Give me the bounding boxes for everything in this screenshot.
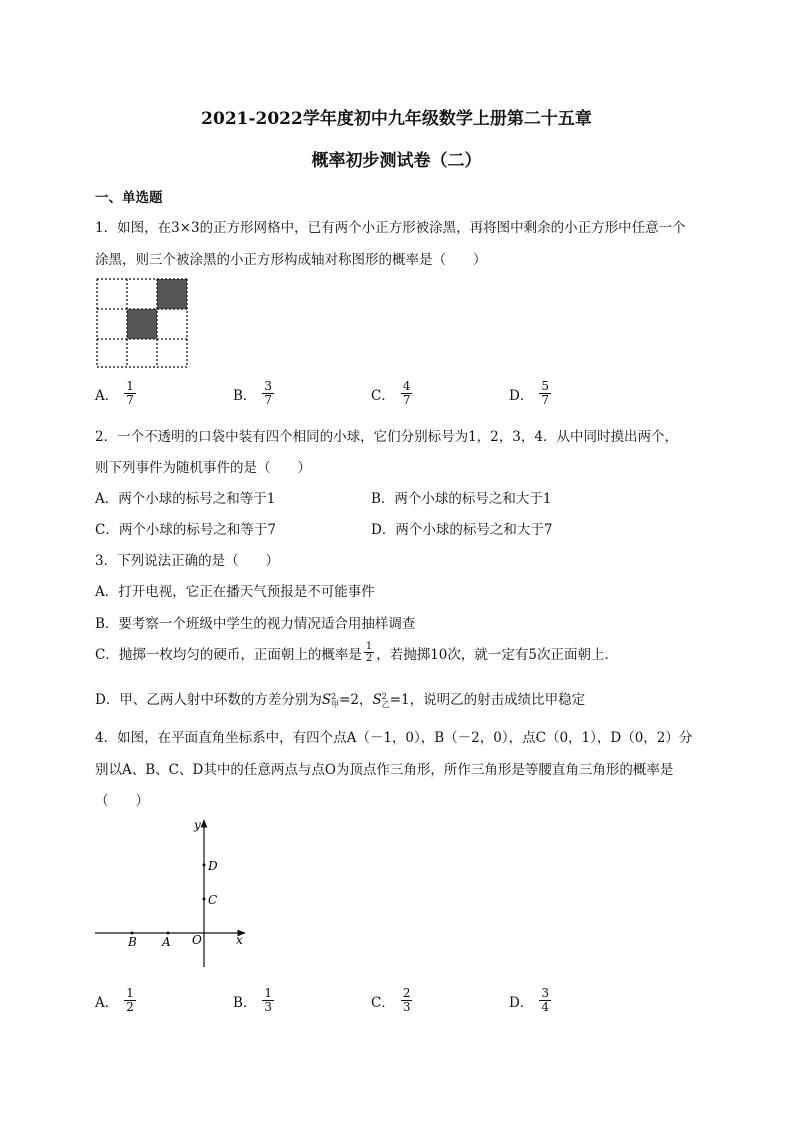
point-label-b: B <box>128 935 137 949</box>
grid-cell-shaded-top-right <box>157 279 187 309</box>
q1-option-d-num: 5 <box>541 379 549 393</box>
q3-option-d-text-pre: D．甲、乙两人射中环数的方差分别为 <box>95 692 322 708</box>
point-c <box>203 898 206 901</box>
point-label-o: O <box>192 933 202 947</box>
q1-option-b-label: B． <box>233 387 257 404</box>
point-label-c: C <box>208 893 218 907</box>
q3-option-d[interactable] <box>95 688 585 709</box>
q4-stem-line2: 别以A、B、C、D其中的任意两点与点O为顶点作三角形，所作三角形是等腰直角三角形的概率是 <box>95 762 674 778</box>
q4-option-c[interactable] <box>371 987 412 1014</box>
variance-symbol-yi: S <box>372 692 382 708</box>
q4-option-b-num: 1 <box>264 986 273 1000</box>
q1-option-c-num: 4 <box>402 379 411 393</box>
q4-option-c-label: C． <box>371 994 395 1011</box>
q4-option-a[interactable] <box>95 987 136 1014</box>
q3-option-c-den: 2 <box>365 653 373 664</box>
q3-option-a[interactable]: A．打开电视，它正在播天气预报是不可能事件 <box>95 584 375 600</box>
q4-option-d[interactable] <box>509 987 551 1014</box>
q1-option-b-num: 3 <box>264 379 273 393</box>
q1-stem-line1: 1．如图，在3×3的正方形网格中，已有两个小正方形被涂黑，再将图中剩余的小正方形中任意一个 <box>95 220 686 236</box>
q1-option-c[interactable] <box>371 380 412 407</box>
variance-sub-jia: 甲 <box>331 699 340 709</box>
q1-option-a[interactable] <box>95 380 136 407</box>
q4-option-a-label: A． <box>95 994 119 1011</box>
point-label-d: D <box>208 859 218 873</box>
q4-option-d-label: D． <box>509 994 534 1011</box>
q4-option-a-den: 2 <box>126 1000 134 1014</box>
q3-option-c[interactable] <box>95 641 618 664</box>
q1-option-d-label: D． <box>509 387 534 404</box>
q1-option-a-label: A． <box>95 387 119 404</box>
q2-stem-line1: 2．一个不透明的口袋中装有四个相同的小球，它们分别标号为1，2，3，4．从中同时摸出两个， <box>95 429 678 445</box>
q1-option-d-den: 7 <box>541 393 549 407</box>
q3-option-b[interactable]: B．要考察一个班级中学生的视力情况适合用抽样调查 <box>95 616 416 632</box>
q4-option-a-num: 1 <box>126 986 134 1000</box>
q4-stem-line1: 4．如图，在平面直角坐标系中，有四个点A（－1，0），B（－2，0），点C（0，1），D（0，2）分 <box>95 730 693 746</box>
q4-option-c-den: 3 <box>402 1000 411 1014</box>
variance-sup-jia: 2 <box>331 691 337 701</box>
q1-option-b[interactable] <box>233 380 274 407</box>
q3-option-c-text-pre: C．抛掷一枚均匀的硬币，正面朝上的概率是 <box>95 646 362 663</box>
q1-stem-line2: 涂黑，则三个被涂黑的小正方形构成轴对称图形的概率是（ ） <box>95 252 487 268</box>
q1-option-c-label: C． <box>371 387 395 404</box>
paper-title-line2: 概率初步测试卷（二） <box>311 151 482 171</box>
q4-option-c-num: 2 <box>402 986 411 1000</box>
q3-option-c-text-post: ，若抛掷10次，就一定有5次正面朝上． <box>376 646 618 663</box>
variance-symbol-jia: S <box>321 692 332 708</box>
q3-stem: 3．下列说法正确的是（ ） <box>95 553 280 569</box>
q2-option-b[interactable]: B．两个小球的标号之和大于1 <box>371 491 552 507</box>
paper-title-line1: 2021-2022学年度初中九年级数学上册第二十五章 <box>201 109 592 129</box>
q4-stem-line3: （ ） <box>95 793 149 809</box>
q1-option-d[interactable] <box>509 380 551 407</box>
variance-sup-yi: 2 <box>381 691 387 701</box>
q4-option-b[interactable] <box>233 987 274 1014</box>
section-heading: 一、单选题 <box>95 190 163 206</box>
q4-option-d-num: 3 <box>541 986 549 1000</box>
q2-stem-line2: 则下列事件为随机事件的是（ ） <box>95 460 311 476</box>
variance-value-yi: =1，说明乙的射击成绩比甲稳定 <box>389 692 586 708</box>
q2-option-d[interactable]: D．两个小球的标号之和大于7 <box>371 522 553 538</box>
axis-label-x: x <box>236 933 243 947</box>
q1-option-c-den: 7 <box>402 393 411 407</box>
q2-option-c[interactable]: C．两个小球的标号之和等于7 <box>95 522 276 538</box>
point-label-a: A <box>162 935 171 949</box>
q4-coordinate-figure <box>90 815 255 975</box>
variance-sub-yi: 乙 <box>381 699 390 709</box>
point-d <box>203 864 206 867</box>
q2-option-a[interactable]: A．两个小球的标号之和等于1 <box>95 491 276 507</box>
q1-option-a-den: 7 <box>126 393 134 407</box>
q1-option-b-den: 7 <box>264 393 273 407</box>
axis-label-y: y <box>194 818 201 832</box>
variance-value-jia: =2， <box>339 692 373 708</box>
grid-cell-shaded-center <box>127 309 157 339</box>
q3-option-c-num: 1 <box>365 641 373 652</box>
q4-option-b-label: B． <box>233 994 257 1011</box>
q4-option-d-den: 4 <box>541 1000 549 1014</box>
q4-option-b-den: 3 <box>264 1000 273 1014</box>
q1-option-a-num: 1 <box>126 379 134 393</box>
q1-grid-figure <box>95 277 189 369</box>
